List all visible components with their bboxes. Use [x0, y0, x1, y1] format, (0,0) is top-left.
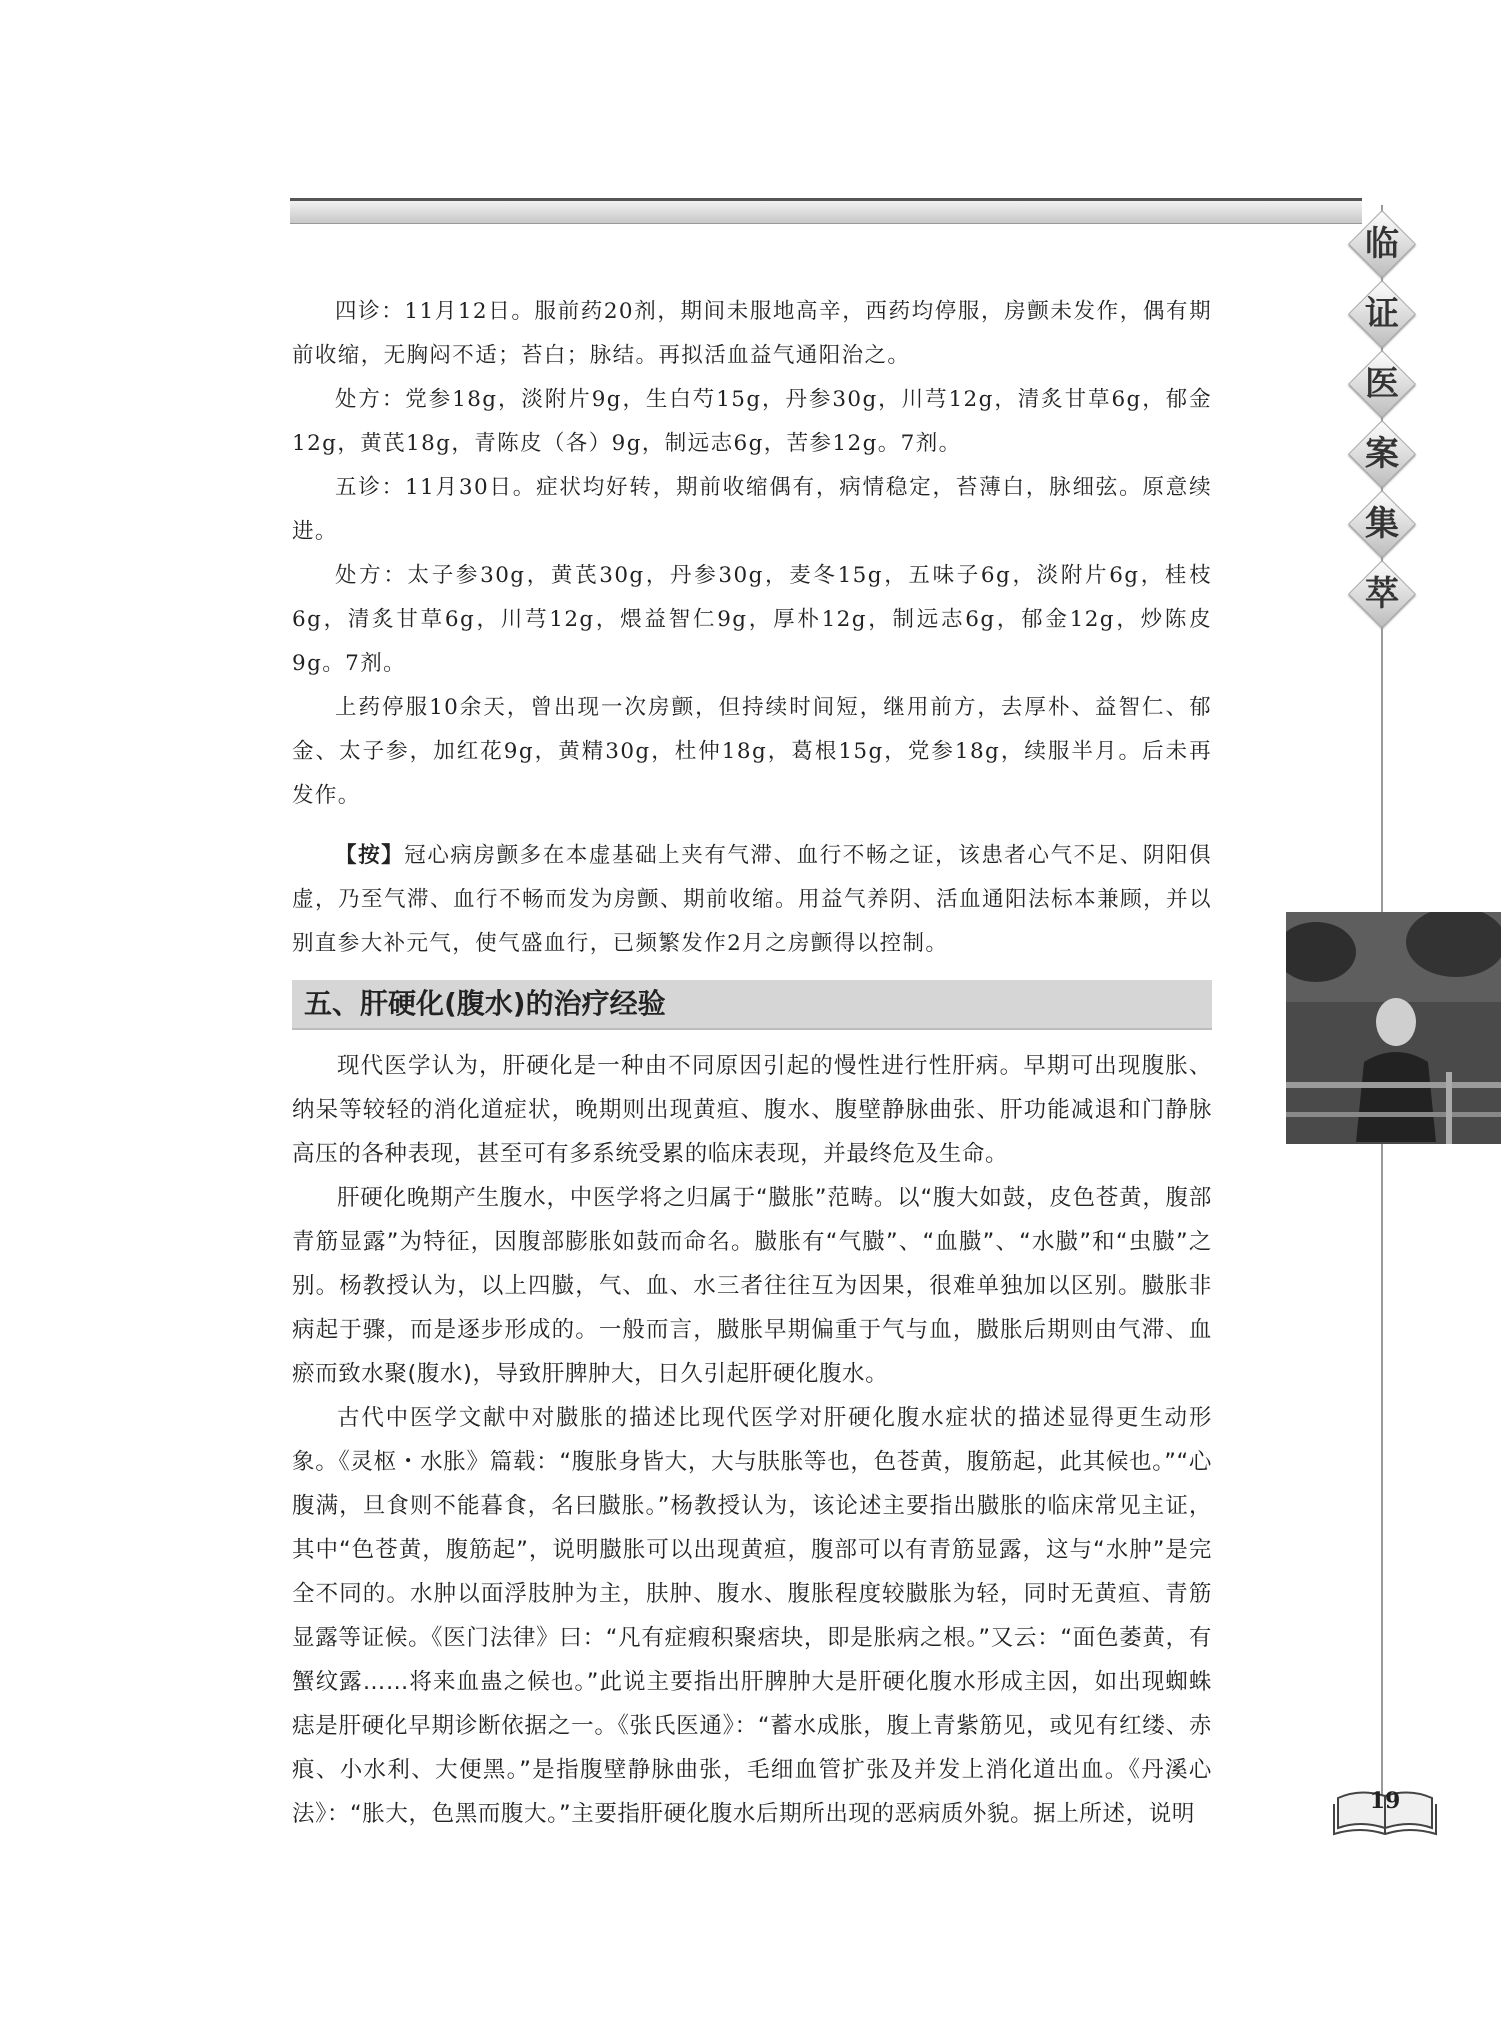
author-photo: [1286, 912, 1501, 1144]
page-body: [292, 290, 1212, 1836]
paragraph-prescription-1: 处方：党参18g，淡附片9g，生白芍15g，丹参30g，川芎12g，清炙甘草6g，郁金12g，黄芪18g，青陈皮（各）9g，制远志6g，苦参12g。7剂。: [292, 387, 1212, 456]
title-char-4: 案: [1350, 422, 1414, 486]
page-number: 19: [1369, 1788, 1401, 1814]
paragraph-modern-medicine: 现代医学认为，肝硬化是一种由不同原因引起的慢性进行性肝病。早期可出现腹胀、纳呆等较轻的消化道症状，晚期则出现黄疸、腹水、腹壁静脉曲张、肝功能减退和门静脉高压的各种表现，甚至可有多系统受累的临床表现，并最终危及生命。: [292, 1053, 1212, 1167]
title-char-3: 医: [1350, 352, 1414, 416]
title-char-6: 萃: [1350, 562, 1414, 626]
page-number-badge: [1330, 1784, 1440, 1844]
paragraph-ancient-literature: 古代中医学文献中对臌胀的描述比现代医学对肝硬化腹水症状的描述显得更生动形象。《灵枢・水胀》篇载：“腹胀身皆大，大与肤胀等也，色苍黄，腹筋起，此其候也。”“心腹满，旦食则不能暮食，名曰臌胀。”杨教授认为，该论述主要指出臌胀的临床常见主证，其中“色苍黄，腹筋起”，说明臌胀可以出现黄疸，腹部可以有青筋显露，这与“水肿”是完全不同的。水肿以面浮肢肿为主，肤肿、腹水、腹胀程度较臌胀为轻，同时无黄疸、青筋显露等证候。《医门法律》曰：“凡有症瘕积聚痞块，即是胀病之根。”又云：“面色萎黄，有蟹纹露……将来血蛊之候也。”此说主要指出肝脾肿大是肝硬化腹水形成主因，如出现蜘蛛痣是肝硬化早期诊断依据之一。《张氏医通》：“蓄水成胀，腹上青紫筋见，或见有红缕、赤痕、小水利、大便黑。”是指腹壁静脉曲张，毛细血管扩张及并发上消化道出血。《丹溪心法》：“胀大，色黑而腹大。”主要指肝硬化腹水后期所出现的恶病质外貌。据上所述，说明: [292, 1405, 1212, 1827]
paragraph-fourth-visit: 四诊：11月12日。服前药20剂，期间未服地高辛，西药均停服，房颤未发作，偶有期前收缩，无胸闷不适；苔白；脉结。再拟活血益气通阳治之。: [292, 299, 1212, 368]
note-text: 冠心病房颤多在本虚基础上夹有气滞、血行不畅之证，该患者心气不足、阴阳俱虚，乃至气滞、血行不畅而发为房颤、期前收缩。用益气养阴、活血通阳法标本兼顾，并以别直参大补元气，使气盛血行，已频繁发作2月之房颤得以控制。: [292, 843, 1213, 956]
title-char-5: 集: [1350, 492, 1414, 556]
header-rule: [290, 198, 1362, 224]
title-char-1: 临: [1350, 212, 1414, 276]
side-book-title: [1339, 208, 1425, 632]
commentary-note: [292, 834, 1212, 966]
paragraph-fifth-visit: 五诊：11月30日。症状均好转，期前收缩偶有，病情稳定，苔薄白，脉细弦。原意续进。: [292, 475, 1212, 544]
section-heading: 五、肝硬化(腹水)的治疗经验: [292, 980, 1212, 1030]
title-char-2: 证: [1350, 282, 1414, 346]
paragraph-ascites-tcm: 肝硬化晚期产生腹水，中医学将之归属于“臌胀”范畴。以“腹大如鼓，皮色苍黄，腹部青筋显露”为特征，因腹部膨胀如鼓而命名。臌胀有“气臌”、“血臌”、“水臌”和“虫臌”之别。杨教授认为，以上四臌，气、血、水三者往往互为因果，很难单独加以区别。臌胀非病起于骤，而是逐步形成的。一般而言，臌胀早期偏重于气与血，臌胀后期则由气滞、血瘀而致水聚(腹水)，导致肝脾肿大，日久引起肝硬化腹水。: [292, 1185, 1212, 1387]
note-tag: 【按】: [335, 843, 405, 868]
paragraph-follow-up: 上药停服10余天，曾出现一次房颤，但持续时间短，继用前方，去厚朴、益智仁、郁金、太子参，加红花9g，黄精30g，杜仲18g，葛根15g，党参18g，续服半月。后未再发作。: [292, 695, 1212, 808]
paragraph-prescription-2: 处方：太子参30g，黄芪30g，丹参30g，麦冬15g，五味子6g，淡附片6g，桂枝6g，清炙甘草6g，川芎12g，煨益智仁9g，厚朴12g，制远志6g，郁金12g，炒陈皮9g。7剂。: [292, 563, 1212, 676]
